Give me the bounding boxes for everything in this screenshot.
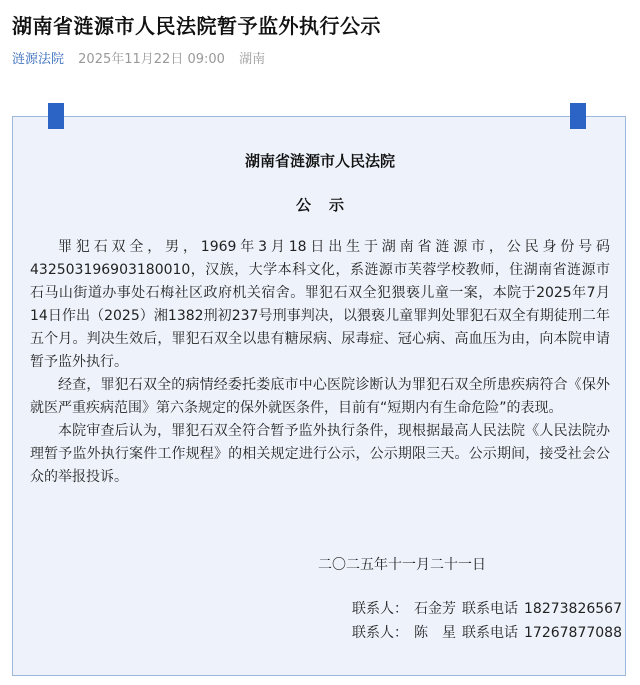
contact-label: 联系人： bbox=[352, 625, 408, 641]
publish-datetime: 2025年11月22日 09:00 bbox=[78, 52, 225, 67]
panel-tab-right bbox=[570, 103, 586, 129]
notice-date: 二〇二五年十一月二十一日 bbox=[318, 557, 486, 573]
contact-name: 陈 星 bbox=[414, 625, 456, 641]
notice-heading: 公示 bbox=[295, 196, 362, 214]
contact-name: 石金芳 bbox=[414, 601, 456, 617]
court-name: 湖南省涟源市人民法院 bbox=[244, 152, 395, 170]
contact-phone: 18273826567 bbox=[524, 601, 622, 617]
contact-line-2 bbox=[352, 622, 628, 642]
contact-phone: 17267877088 bbox=[524, 625, 622, 641]
contact-label: 联系人： bbox=[352, 601, 408, 617]
contact-phone-label: 联系电话 bbox=[462, 625, 518, 641]
source-link[interactable]: 涟源法院 bbox=[12, 52, 65, 67]
contact-line-1 bbox=[352, 598, 628, 618]
contact-phone-label: 联系电话 bbox=[462, 601, 518, 617]
region-label: 湖南 bbox=[239, 52, 266, 67]
panel-tab-left bbox=[48, 103, 64, 129]
notice-paragraph-1: 罪犯石双全，男，1969年3月18日出生于湖南省涟源市，公民身份号码432503196903180010，汉族，大学本科文化，系涟源市芙蓉学校教师，住湖南省涟源市石马山街道办事处石梅社区政府机关宿舍。罪犯石双全犯猥亵儿童一案，本院于2025年7月14日作出（2025）湘1382刑初237号刑事判决，以猥亵儿童罪判处罪犯石双全有期徒刑二年五个月。判决生效后，罪犯石双全以患有糖尿病、尿毒症、冠心病、高血压为由，向本院申请暂予监外执行。 bbox=[30, 239, 610, 370]
article-meta bbox=[12, 48, 265, 67]
notice-paragraph-3: 本院审查后认为，罪犯石双全符合暂予监外执行条件，现根据最高人民法院《人民法院办理暂予监外执行案件工作规程》的相关规定进行公示，公示期限三天。公示期间，接受社会公众的举报投诉。 bbox=[30, 423, 610, 485]
notice-paragraph-2: 经查，罪犯石双全的病情经委托娄底市中心医院诊断认为罪犯石双全所患疾病符合《保外就医严重疾病范围》第六条规定的保外就医条件，目前有“短期内有生命危险”的表现。 bbox=[30, 377, 610, 416]
article-title: 湖南省涟源市人民法院暂予监外执行公示 bbox=[12, 14, 381, 38]
notice-body bbox=[30, 236, 610, 489]
